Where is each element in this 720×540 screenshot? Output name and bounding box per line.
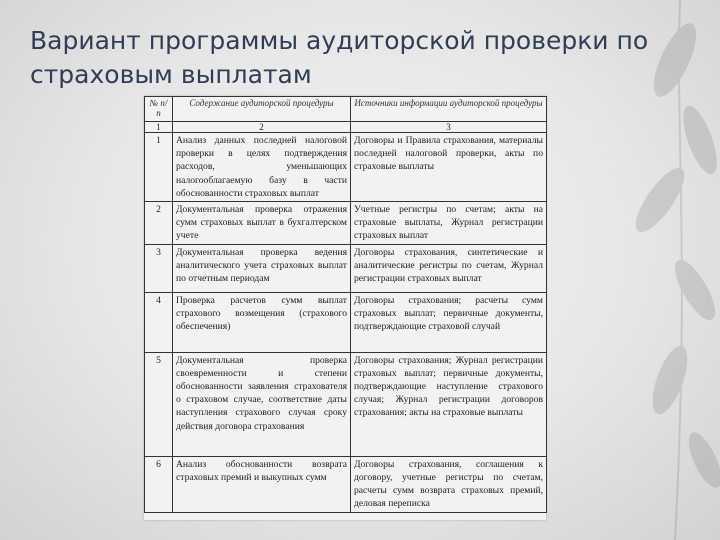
header-number: № п/п [145,97,173,122]
procedure-cell: Анализ обоснованности возврата страховых премий и выкупных сумм [173,456,351,512]
header-source: Источники информации аудиторской процедуры [351,97,547,122]
row-number: 4 [145,292,173,352]
audit-program-table [144,96,547,513]
procedure-cell: Документальная проверка ведения аналитического учета страховых выплат по отчетным периодам [173,244,351,292]
table-header-row [145,97,547,122]
row-number: 5 [145,352,173,456]
source-cell: Учетные регистры по счетам; акты на страховые выплаты, Журнал регистрации страховых выплат [351,202,547,245]
column-number: 2 [173,122,351,133]
procedure-cell: Документальная проверка отражения сумм страховых выплат в бухгалтерском учете [173,202,351,245]
table-row [145,244,547,292]
source-cell: Договоры страхования, синтетические и аналитические регистры по счетам, Журнал регистрации страховых выплат [351,244,547,292]
slide-title: Вариант программы аудиторской проверки по страховым выплатам [30,26,649,89]
table-row [145,133,547,202]
procedure-cell: Анализ данных последней налоговой проверки в целях подтверждения расходов, уменьшающих налогооблагаемую базу в части обоснованности страховых выплат [173,133,351,202]
row-number: 3 [145,244,173,292]
row-number: 6 [145,456,173,512]
row-number: 2 [145,202,173,245]
table-row [145,292,547,352]
row-number: 1 [145,133,173,202]
scanned-table-image [144,96,546,520]
source-cell: Договоры страхования; Журнал регистрации страховых выплат; первичные документы, подтверждающие наступление страхового случая; Журнал регистрации договоров страхования; акты на страховые выплаты [351,352,547,456]
source-cell: Договоры страхования; расчеты сумм страховых выплат; первичные документы, подтверждающие страховой случай [351,292,547,352]
table-row [145,202,547,245]
source-cell: Договоры и Правила страхования, материалы последней налоговой проверки, акты по страховые выплаты [351,133,547,202]
column-number: 3 [351,122,547,133]
table-row [145,352,547,456]
column-number-row [145,122,547,133]
source-cell: Договоры страхования, соглашения к договору, учетные регистры по счетам, расчеты сумм возврата страховых премий, деловая переписка [351,456,547,512]
table-row [145,456,547,512]
header-procedure: Содержание аудиторской процедуры [173,97,351,122]
procedure-cell: Документальная проверка своевременности и степени обоснованности заявления страхователя о страховом случае, соответствие даты наступления страхового случая сроку действия договора страхования [173,352,351,456]
column-number: 1 [145,122,173,133]
procedure-cell: Проверка расчетов сумм выплат страхового возмещения (страхового обеспечения) [173,292,351,352]
